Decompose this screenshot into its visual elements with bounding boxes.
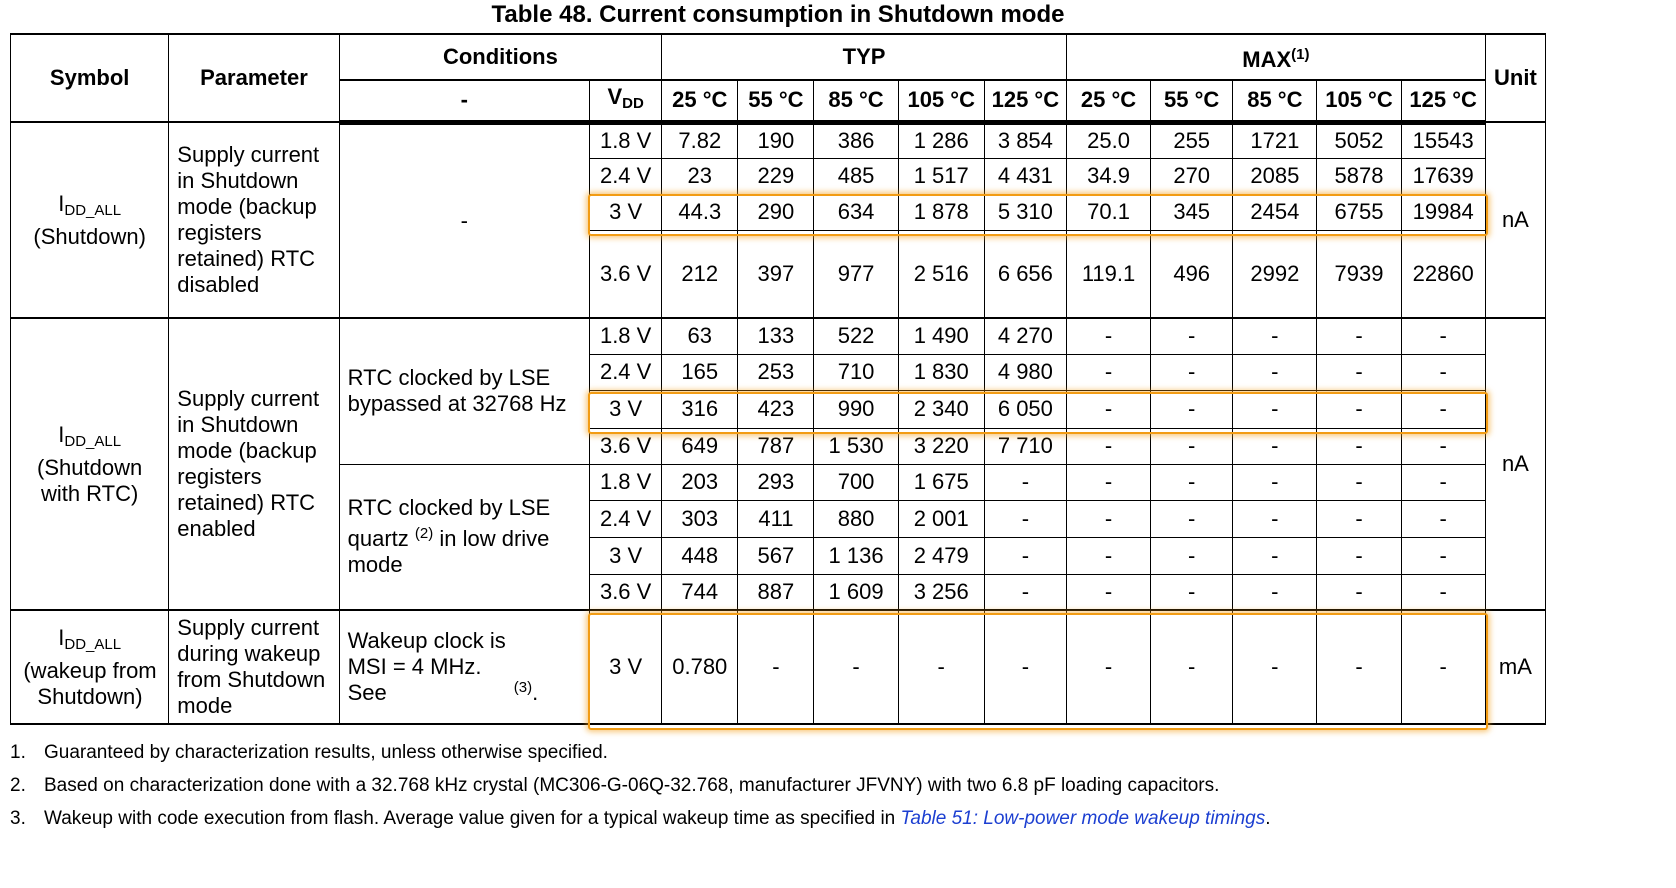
max-cell: 15543 [1401,122,1485,158]
max-cell: - [1401,500,1485,537]
typ-cell: 744 [662,574,738,610]
max-cell: 2085 [1233,158,1317,194]
conditions-cell: - [339,122,589,318]
max-cell: - [1401,610,1485,724]
typ-cell: 485 [814,158,898,194]
vdd-cell: 1.8 V [590,122,662,158]
typ-cell: 448 [662,537,738,574]
typ-cell: 787 [738,428,814,464]
max-cell: 345 [1151,194,1233,230]
footnote-1: 1. Guaranteed by characterization results, unless otherwise specified. [10,742,608,763]
vdd-cell: 3 V [590,390,662,428]
typ-cell: 4 980 [984,354,1066,390]
max-cell: - [1317,428,1401,464]
max-cell: - [1233,428,1317,464]
header-vdd: $V_{DD}$ [590,80,662,122]
group-wakeup-from-shutdown [11,610,1546,724]
typ-cell: 2 516 [898,230,984,318]
typ-cell: - [984,537,1066,574]
typ-cell: 5 310 [984,194,1066,230]
typ-cell: 1 878 [898,194,984,230]
max-cell: 70.1 [1066,194,1150,230]
max-cell: - [1401,537,1485,574]
max-cell: - [1233,354,1317,390]
max-cell: - [1317,500,1401,537]
table-row-highlighted [11,610,1546,724]
max-cell: 6755 [1317,194,1401,230]
max-cell: - [1401,428,1485,464]
typ-cell: 44.3 [662,194,738,230]
typ-cell: 887 [738,574,814,610]
header-max-85: 85 °C [1233,80,1317,122]
typ-cell: 63 [662,318,738,354]
typ-cell: 710 [814,354,898,390]
footnotes [10,736,1610,835]
max-cell: - [1066,500,1150,537]
typ-cell: 977 [814,230,898,318]
max-cell: - [1401,390,1485,428]
typ-cell: 4 431 [984,158,1066,194]
max-cell: 5878 [1317,158,1401,194]
max-cell: 22860 [1401,230,1485,318]
typ-cell: 3 256 [898,574,984,610]
typ-cell: 7 710 [984,428,1066,464]
max-cell: - [1401,318,1485,354]
max-cell: - [1066,428,1150,464]
header-symbol: Symbol [11,34,169,122]
max-cell: - [1317,574,1401,610]
typ-cell: 1 517 [898,158,984,194]
typ-cell: 1 675 [898,464,984,500]
max-cell: 17639 [1401,158,1485,194]
typ-cell: 1 530 [814,428,898,464]
header-max: MAX$^{(1)}$ [1066,34,1485,80]
parameter-cell: Supply current in Shutdown mode (backup registers retained) RTC enabled [169,318,339,610]
max-cell: 119.1 [1066,230,1150,318]
max-cell: - [1317,390,1401,428]
table-row [11,122,1546,158]
typ-cell: 3 854 [984,122,1066,158]
header-typ-105: 105 °C [898,80,984,122]
header-typ-85: 85 °C [814,80,898,122]
header-unit: Unit [1485,34,1545,122]
conditions-cell: Wakeup clock is MSI = 4 MHz. See $^{(3)}$. [339,610,589,724]
typ-cell: 23 [662,158,738,194]
max-cell: - [1151,318,1233,354]
parameter-cell: Supply current during wakeup from Shutdown mode [169,610,339,724]
max-cell: - [1317,318,1401,354]
typ-cell: 133 [738,318,814,354]
current-consumption-table [10,33,1546,725]
max-cell: 5052 [1317,122,1401,158]
footnote-ref: (1) [1291,45,1310,63]
max-cell: - [1151,574,1233,610]
vdd-cell: 3.6 V [590,230,662,318]
max-cell: - [1233,537,1317,574]
typ-cell: 386 [814,122,898,158]
typ-cell: 190 [738,122,814,158]
typ-cell: - [984,574,1066,610]
max-cell: - [1233,318,1317,354]
max-cell: - [1151,464,1233,500]
vdd-cell: 3.6 V [590,574,662,610]
typ-cell: 700 [814,464,898,500]
max-cell: 1721 [1233,122,1317,158]
max-cell: - [1066,574,1150,610]
group-shutdown-with-rtc [11,318,1546,610]
table-title: Table 48. Current consumption in Shutdown mode [491,1,1065,28]
max-cell: - [1401,354,1485,390]
typ-cell: 2 479 [898,537,984,574]
max-cell: 25.0 [1066,122,1150,158]
typ-cell: 316 [662,390,738,428]
header-parameter: Parameter [169,34,339,122]
max-cell: - [1401,574,1485,610]
typ-cell: 411 [738,500,814,537]
typ-cell: - [984,610,1066,724]
typ-cell: 397 [738,230,814,318]
conditions-cell: RTC clocked by LSE bypassed at 32768 Hz [339,318,589,464]
max-cell: - [1066,390,1150,428]
max-cell: - [1233,610,1317,724]
vdd-cell: 3 V [590,194,662,230]
typ-cell: 165 [662,354,738,390]
max-cell: 270 [1151,158,1233,194]
typ-cell: 423 [738,390,814,428]
max-cell: - [1151,428,1233,464]
max-cell: 496 [1151,230,1233,318]
max-cell: 7939 [1317,230,1401,318]
typ-cell: 0.780 [662,610,738,724]
vdd-cell: 2.4 V [590,354,662,390]
header-max-125: 125 °C [1401,80,1485,122]
typ-cell: - [898,610,984,724]
max-cell: - [1317,354,1401,390]
typ-cell: 203 [662,464,738,500]
symbol-cell: $I_{DD\_ALL}$ (Shutdown) [11,122,169,318]
typ-cell: 990 [814,390,898,428]
max-cell: - [1233,574,1317,610]
typ-cell: 229 [738,158,814,194]
max-cell: - [1151,390,1233,428]
max-cell: - [1066,610,1150,724]
typ-cell: 1 609 [814,574,898,610]
max-cell: - [1151,354,1233,390]
typ-cell: 2 340 [898,390,984,428]
typ-cell: 6 656 [984,230,1066,318]
unit-cell: mA [1485,610,1545,724]
max-cell: - [1066,318,1150,354]
max-cell: - [1066,464,1150,500]
max-cell: 255 [1151,122,1233,158]
symbol-cell: $I_{DD\_ALL}$ (wakeup from Shutdown) [11,610,169,724]
max-cell: - [1151,610,1233,724]
max-cell: - [1066,354,1150,390]
parameter-cell: Supply current in Shutdown mode (backup registers retained) RTC disabled [169,122,339,318]
table-row [11,318,1546,354]
typ-cell: 3 220 [898,428,984,464]
header-max-105: 105 °C [1317,80,1401,122]
unit-cell: nA [1485,318,1545,610]
typ-cell: 522 [814,318,898,354]
header-typ: TYP [662,34,1067,80]
max-cell: 19984 [1401,194,1485,230]
typ-cell: 1 136 [814,537,898,574]
header-max-55: 55 °C [1151,80,1233,122]
typ-cell: 649 [662,428,738,464]
unit-cell: nA [1485,122,1545,318]
typ-cell: 880 [814,500,898,537]
typ-cell: 303 [662,500,738,537]
max-cell: - [1401,464,1485,500]
typ-cell: 1 830 [898,354,984,390]
footnote-3: 3. Wakeup with code execution from flash. Average value given for a typical wakeup time as specified in Table 51: Low-power mode wakeup timings. [10,808,1271,829]
max-cell: 34.9 [1066,158,1150,194]
vdd-cell: 3.6 V [590,428,662,464]
max-cell: - [1233,500,1317,537]
max-cell: - [1151,500,1233,537]
typ-cell: 253 [738,354,814,390]
max-cell: - [1317,610,1401,724]
typ-cell: - [738,610,814,724]
footnote-2: 2. Based on characterization done with a 32.768 kHz crystal (MC306-G-06Q-32.768, manufacturer JFVNY) with two 6.8 pF loading capacitors. [10,775,1220,796]
max-cell: - [1233,464,1317,500]
vdd-cell: 2.4 V [590,500,662,537]
vdd-cell: 2.4 V [590,158,662,194]
max-cell: - [1151,537,1233,574]
typ-cell: 7.82 [662,122,738,158]
max-cell: - [1066,537,1150,574]
typ-cell: 1 490 [898,318,984,354]
vdd-cell: 3 V [590,537,662,574]
max-cell: 2992 [1233,230,1317,318]
typ-cell: 6 050 [984,390,1066,428]
group-shutdown [11,122,1546,318]
typ-cell: 4 270 [984,318,1066,354]
symbol-cell: $I_{DD\_ALL}$ (Shutdown with RTC) [11,318,169,610]
header-conditions: Conditions [339,34,662,80]
header-typ-55: 55 °C [738,80,814,122]
max-cell: 2454 [1233,194,1317,230]
typ-cell: 290 [738,194,814,230]
typ-cell: 1 286 [898,122,984,158]
vdd-cell: 1.8 V [590,318,662,354]
typ-cell: 567 [738,537,814,574]
typ-cell: 293 [738,464,814,500]
header-max-25: 25 °C [1066,80,1150,122]
conditions-cell: RTC clocked by LSE quartz $^{(2)}$ in low drive mode [339,464,589,610]
typ-cell: 634 [814,194,898,230]
typ-cell: - [814,610,898,724]
max-cell: - [1233,390,1317,428]
typ-cell: - [984,500,1066,537]
max-cell: - [1317,464,1401,500]
max-cell: - [1317,537,1401,574]
typ-cell: - [984,464,1066,500]
vdd-cell: 1.8 V [590,464,662,500]
header-typ-25: 25 °C [662,80,738,122]
table-51-link[interactable]: Table 51: Low-power mode wakeup timings [900,808,1266,829]
vdd-cell: 3 V [590,610,662,724]
typ-cell: 212 [662,230,738,318]
typ-cell: 2 001 [898,500,984,537]
header-typ-125: 125 °C [984,80,1066,122]
header-cond-dash: - [339,80,589,122]
